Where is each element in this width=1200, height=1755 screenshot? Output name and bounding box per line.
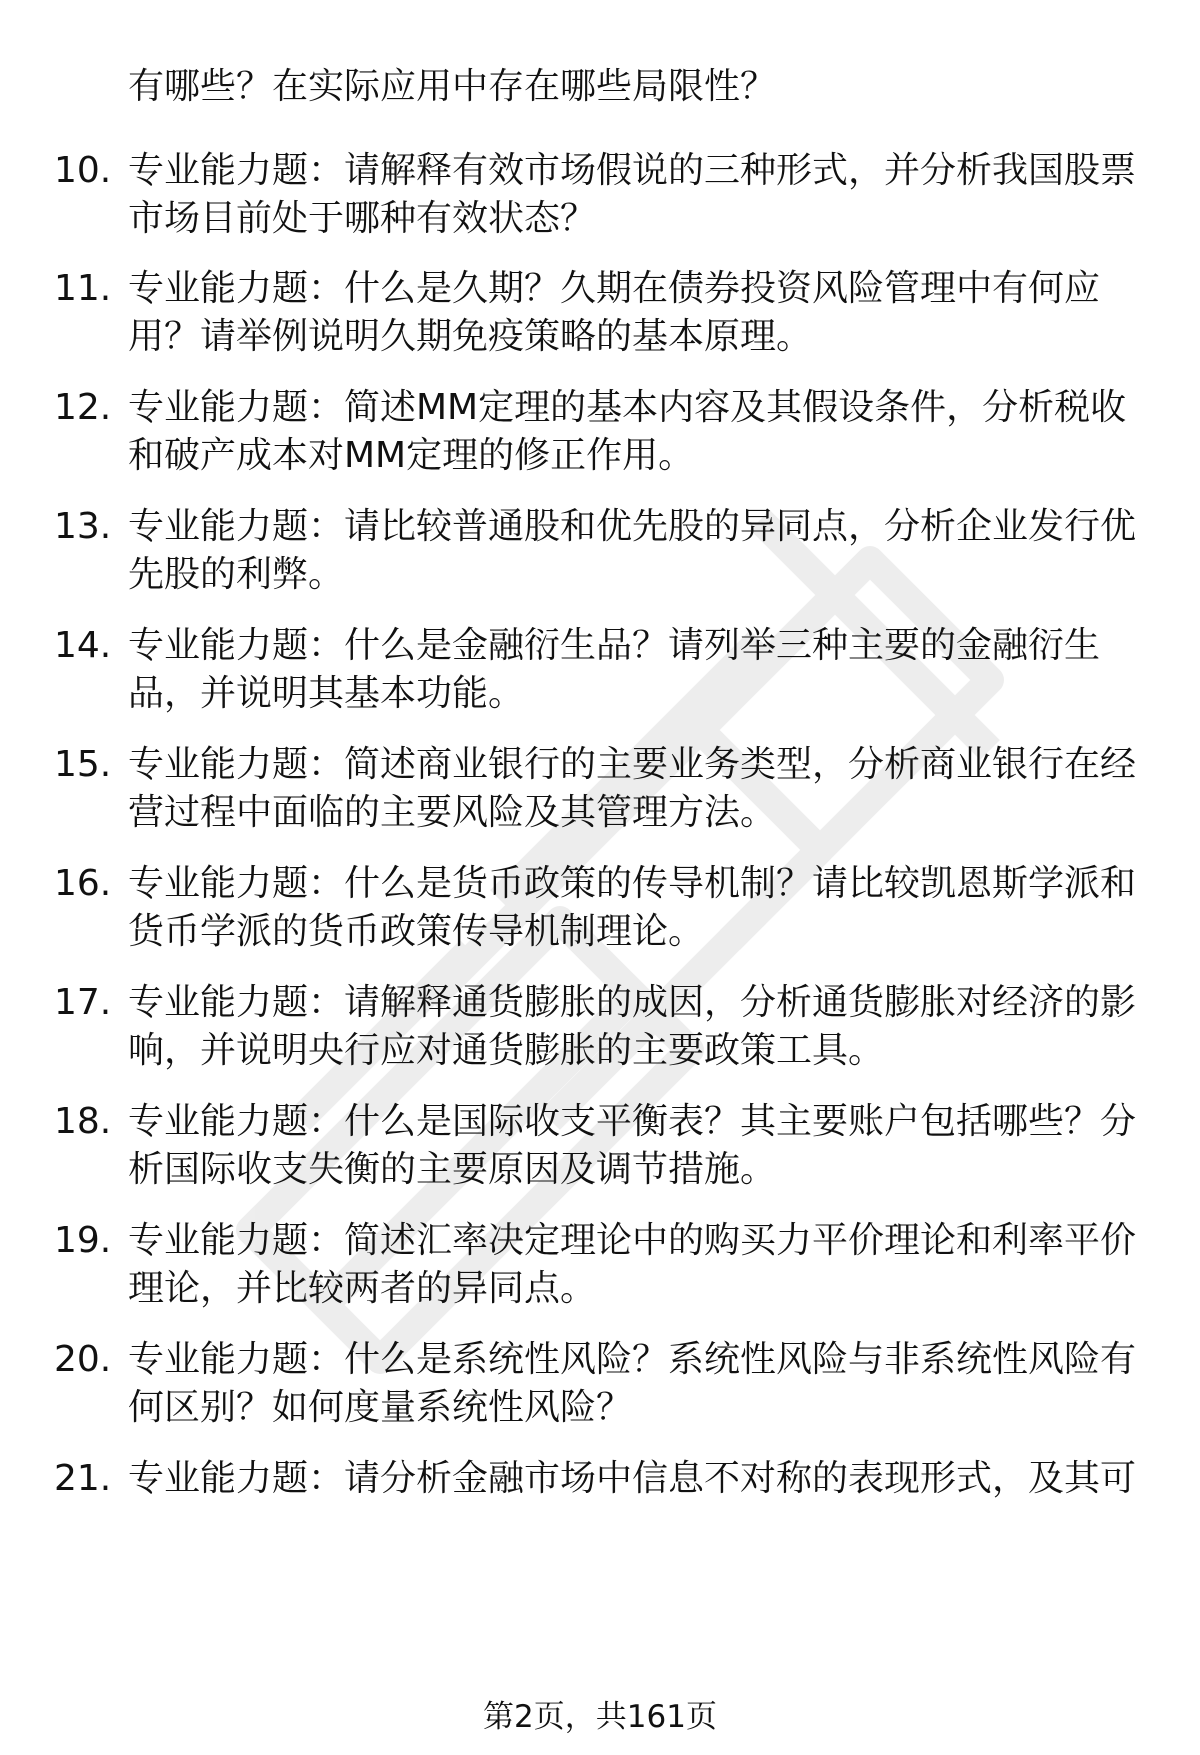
question-number: 18. — [54, 1101, 112, 1142]
question-number: 21. — [54, 1458, 112, 1499]
question-number: 10. — [54, 150, 112, 191]
question-text-line: 析国际收支失衡的主要原因及调节措施。 — [128, 1149, 777, 1190]
question-text-line: 专业能力题：什么是久期？久期在债券投资风险管理中有何应 — [128, 268, 1101, 309]
question-text-line: 专业能力题：请分析金融市场中信息不对称的表现形式，及其可 — [128, 1458, 1137, 1499]
question-text-line: 品，并说明其基本功能。 — [128, 673, 525, 714]
question-text-line: 市场目前处于哪种有效状态？ — [128, 198, 597, 239]
question-text-line: 专业能力题：什么是金融衍生品？请列举三种主要的金融衍生 — [128, 625, 1101, 666]
question-number: 12. — [54, 387, 112, 428]
question-text-line: 响，并说明央行应对通货膨胀的主要政策工具。 — [128, 1030, 885, 1071]
question-number: 11. — [54, 268, 112, 309]
question-text-line: 营过程中面临的主要风险及其管理方法。 — [128, 792, 777, 833]
question-text-line: 专业能力题：简述汇率决定理论中的购买力平价理论和利率平价 — [128, 1220, 1137, 1261]
question-text-line: 专业能力题：简述商业银行的主要业务类型，分析商业银行在经 — [128, 744, 1137, 785]
page-footer: 第2页，共161页 — [483, 1699, 717, 1735]
question-number: 20. — [54, 1339, 112, 1380]
question-text-line: 专业能力题：请比较普通股和优先股的异同点，分析企业发行优 — [128, 506, 1137, 547]
question-text-line: 专业能力题：请解释通货膨胀的成因，分析通货膨胀对经济的影 — [128, 982, 1137, 1023]
question-text-line: 专业能力题：请解释有效市场假说的三种形式，并分析我国股票 — [128, 150, 1137, 191]
question-text-line: 和破产成本对MM定理的修正作用。 — [128, 435, 695, 476]
question-text-line: 用？请举例说明久期免疫策略的基本原理。 — [128, 316, 813, 357]
question-number: 14. — [54, 625, 112, 666]
question-text-line: 先股的利弊。 — [128, 554, 345, 595]
question-number: 13. — [54, 506, 112, 547]
question-number: 17. — [54, 982, 112, 1023]
question-number: 16. — [54, 863, 112, 904]
question-text-line: 货币学派的货币政策传导机制理论。 — [128, 911, 705, 952]
question-text-line: 专业能力题：什么是国际收支平衡表？其主要账户包括哪些？分 — [128, 1101, 1137, 1142]
question-text-line: 何区别？如何度量系统性风险？ — [128, 1387, 633, 1428]
question-text-line: 专业能力题：简述MM定理的基本内容及其假设条件，分析税收 — [128, 387, 1127, 428]
question-number: 15. — [54, 744, 112, 785]
question-number: 19. — [54, 1220, 112, 1261]
question-text-line: 专业能力题：什么是货币政策的传导机制？请比较凯恩斯学派和 — [128, 863, 1137, 904]
question-text-line: 理论，并比较两者的异同点。 — [128, 1268, 597, 1309]
question-text-line: 专业能力题：什么是系统性风险？系统性风险与非系统性风险有 — [128, 1339, 1137, 1380]
question-continuation: 有哪些？在实际应用中存在哪些局限性？ — [128, 66, 777, 107]
